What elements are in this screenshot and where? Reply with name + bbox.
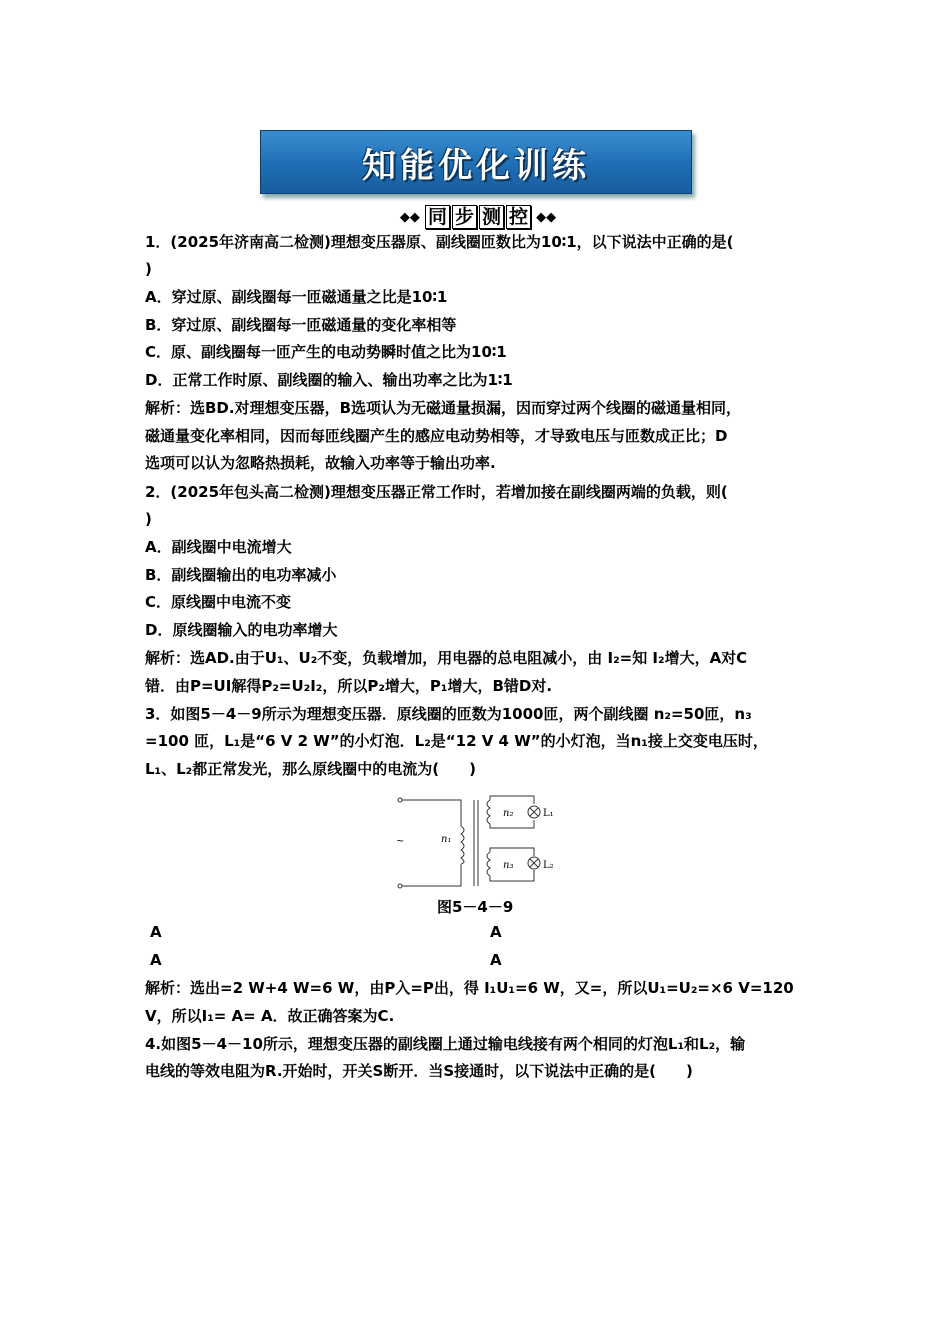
heading-char: 测 <box>479 205 504 229</box>
text-line: A．副线圈中电流增大 <box>145 538 292 556</box>
heading-char: 步 <box>452 205 477 229</box>
text-line: C．原、副线圈每一匝产生的电动势瞬时值之比为10∶1 <box>145 343 507 361</box>
title-banner <box>260 130 692 194</box>
label-n3: n₃ <box>503 860 514 871</box>
text-line: B．穿过原、副线圈每一匝磁通量的变化率相等 <box>145 316 457 334</box>
label-n2: n₂ <box>503 808 514 819</box>
banner-title: 知能优化训练 <box>362 145 590 186</box>
text-line: 1．(2025年济南高二检测)理想变压器原、副线圈匝数比为10∶1，以下说法中正确的是( <box>145 233 734 251</box>
text-line: 解析：选AD.由于U₁、U₂不变，负载增加，用电器的总电阻减小，由 I₂=知 I₂增大，A对C <box>145 649 748 667</box>
text-line: 3．如图5－4－9所示为理想变压器．原线圈的匝数为1000匝，两个副线圈 n₂=50匝，n₃ <box>145 705 752 723</box>
label-n1: n₁ <box>441 834 452 845</box>
option-d: A <box>490 951 502 969</box>
option-a: A <box>150 923 162 941</box>
label-l1: L₁ <box>543 808 554 819</box>
text-line: =100 匝，L₁是“6 V 2 W”的小灯泡．L₂是“12 V 4 W”的小灯泡，当n₁接上交变电压时， <box>145 732 768 750</box>
transformer-diagram <box>388 786 578 894</box>
text-line: 4.如图5－4－10所示，理想变压器的副线圈上通过输电线接有两个相同的灯泡L₁和L₂，输 <box>145 1035 746 1053</box>
text-line: D．正常工作时原、副线圈的输入、输出功率之比为1∶1 <box>145 371 513 389</box>
text-line: 电线的等效电阻为R.开始时，开关S断开．当S接通时，以下说法中正确的是( ) <box>145 1062 693 1080</box>
heading-char: 控 <box>506 205 531 229</box>
text-line: ) <box>145 510 152 528</box>
text-line: B．副线圈输出的电功率减小 <box>145 566 337 584</box>
figure-caption: 图5－4－9 <box>437 898 514 916</box>
text-line: ) <box>145 260 152 278</box>
text-line: 2．(2025年包头高二检测)理想变压器正常工作时，若增加接在副线圈两端的负载，则( <box>145 483 728 501</box>
text-line: D．原线圈输入的电功率增大 <box>145 621 338 639</box>
text-line: C．原线圈中电流不变 <box>145 593 292 611</box>
text-line: 解析：选出=2 W+4 W=6 W，由P入=P出，得 I₁U₁=6 W，又=，所以U₁=U₂=×6 V=120 <box>145 979 794 997</box>
text-line: A．穿过原、副线圈每一匝磁通量之比是10∶1 <box>145 288 448 306</box>
text-line: 磁通量变化率相同，因而每匝线圈产生的感应电动势相等，才导致电压与匝数成正比；D <box>145 427 728 445</box>
heading-char: 同 <box>425 205 450 229</box>
diamond-icon: ◆◆ <box>536 209 557 225</box>
text-line: 选项可以认为忽略热损耗，故输入功率等于输出功率. <box>145 454 496 472</box>
diamond-icon: ◆◆ <box>399 209 420 225</box>
option-b: A <box>490 923 502 941</box>
text-line: 解析：选BD.对理想变压器，B选项认为无磁通量损漏，因而穿过两个线圈的磁通量相同， <box>145 399 742 417</box>
text-line: V，所以I₁= A= A．故正确答案为C. <box>145 1007 395 1025</box>
label-l2: L₂ <box>543 860 554 871</box>
section-heading <box>378 204 578 230</box>
text-line: 错．由P=UI解得P₂=U₂I₂，所以P₂增大，P₁增大，B错D对. <box>145 677 553 695</box>
text-line: L₁、L₂都正常发光，那么原线圈中的电流为( ) <box>145 760 476 778</box>
ac-source-symbol: ~ <box>396 836 405 847</box>
option-c: A <box>150 951 162 969</box>
